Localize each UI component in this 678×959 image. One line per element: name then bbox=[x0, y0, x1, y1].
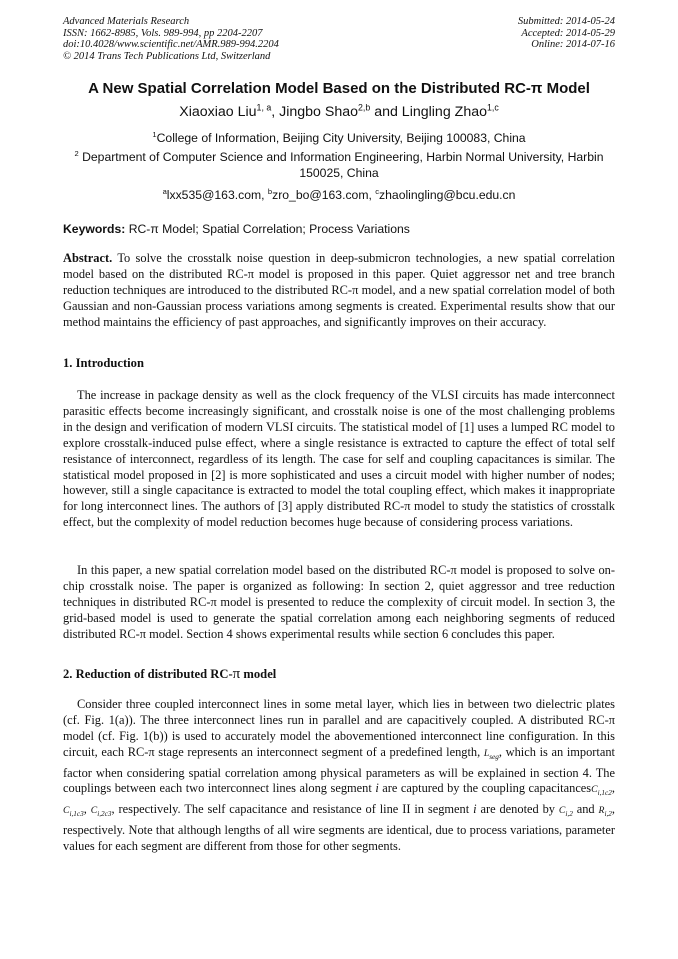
author-3: and Lingling Zhao bbox=[370, 104, 487, 120]
abstract-text: To solve the crosstalk noise question in deep-submicron technologies, a new spatial correlation model based on the distributed RC-π model is proposed in this paper. Quiet aggressor net and tree branch reduction techniques are introduced to the distributed RC-π model, and a new spatial correlation model of both Gaussian and non-Gaussian process variations among segments is created. Experimental results show that our method maintains the efficiency of past approaches, and significantly improves on their accuracy. bbox=[63, 251, 615, 329]
author-1: Xiaoxiao Liu bbox=[179, 104, 257, 120]
c-i-2c3-symbol: $C_{i,2c3}$ bbox=[90, 805, 112, 819]
email-link-2[interactable]: zro_bo@163.com, bbox=[272, 188, 376, 202]
email-link-3[interactable]: zhaolingling@bcu.edu.cn bbox=[379, 188, 516, 202]
r-i-2-symbol: $R_{i,2}$ bbox=[598, 805, 612, 819]
c-i-2-symbol: $C_{i,2}$ bbox=[558, 805, 573, 819]
c-i-1c2-symbol: $C_{i,1c2}$ bbox=[591, 784, 612, 798]
intro-paragraph-1: The increase in package density as well as the clock frequency of the VLSI circuits has made interconnect parasitic effects become increasingly significant, and crosstalk noise is one of the most challenging problems in the design and verification of modern VLSI circuits. The statistical model of [1] uses a lumped RC model to explore crosstalk-induced pulse effect, where a single resistance is extracted to capture the effect of total self resistance of interconnect, regardless of its length. The case for self and coupling capacitances is similar. The statistical model proposed in [2] is more sophisticated and uses a circuit model with higher number of nodes; however, still a single capacitance is extracted to model the total coupling effect, which makes it inappropriate for long interconnect lines. The authors of [3] apply distributed RC-π model to study the statistics of crosstalk effect, but the complexity of model reduction becomes huge because of considering process variations. bbox=[63, 388, 615, 530]
keywords-text: RC-π Model; Spatial Correlation; Process Variations bbox=[125, 222, 410, 236]
author-2-affil: 2,b bbox=[358, 102, 371, 113]
author-3-affil: 1,c bbox=[487, 102, 499, 113]
keywords-label: Keywords: bbox=[63, 222, 126, 236]
pi-symbol: π bbox=[232, 666, 241, 682]
email-list: $^a$lxx535@163.com, $^b$zro_bo@163.com, $^c$zhaolingling@bcu.edu.cn bbox=[162, 186, 516, 202]
reduction-paragraph-1: Consider three coupled interconnect lines in some metal layer, which lies in between two dielectric plates (cf. Fig. 1(a)). The three interconnect lines run in parallel and are capacitively coupled. A distributed RC-π model (cf. Fig. 1(b)) is used to accurately model the abovementioned interconnect line configuration. In this circuit, each RC-π stage represents an interconnect segment of a predefined length, $L_{seg}$, which is an important factor when considering spatial correlation among physical parameters as will be explained in section 4. The couplings between each two interconnect lines along segment i are captured by the coupling capacitancesC$_{i,1c2}$, $C_{i,1c3}$, $C_{i,2c3}$, respectively. The self capacitance and resistance of line II in segment i are denoted by $C_{i,2}$ and $R_{i,2}$, respectively. Note that although lengths of all wire segments are identical, due to process variations, parameter values for each segment are different from those for other segments. bbox=[63, 697, 615, 854]
affiliation-2: $^2$ Department of Computer Science and Information Engineering, Harbin Normal University, Harbin 150025, China bbox=[74, 148, 604, 180]
keywords bbox=[63, 222, 410, 236]
section-heading-reduction: 2. Reduction of distributed RC-π model bbox=[63, 666, 277, 682]
author-1-affil: 1, a bbox=[256, 102, 272, 113]
author-list bbox=[0, 104, 678, 120]
online-date: Online: 2014-07-16 bbox=[531, 39, 615, 51]
abstract bbox=[63, 251, 615, 331]
accepted-date: Accepted: 2014-05-29 bbox=[521, 27, 615, 39]
c-i-1c3-symbol: $C_{i,1c3}$ bbox=[63, 805, 84, 819]
journal-name: Advanced Materials Research bbox=[63, 16, 190, 27]
submitted-date: Submitted: 2014-05-24 bbox=[517, 16, 615, 27]
paper-title: A New Spatial Correlation Model Based on the Distributed RC-π Model bbox=[88, 80, 590, 97]
dates-header bbox=[518, 16, 615, 51]
copyright-line: © 2014 Trans Tech Publications Ltd, Switzerland bbox=[63, 50, 271, 62]
affiliation-1: $^1$College of Information, Beijing City University, Beijing 100083, China bbox=[152, 129, 526, 145]
l-seg-symbol: $L_{seg}$ bbox=[483, 747, 499, 761]
section-heading-introduction: 1. Introduction bbox=[63, 356, 144, 370]
author-2: , Jingbo Shao bbox=[271, 104, 359, 120]
issn-line: ISSN: 1662-8985, Vols. 989-994, pp 2204-2207 bbox=[63, 27, 263, 39]
abstract-label: Abstract. bbox=[63, 251, 113, 265]
doi-line: doi:10.4028/www.scientific.net/AMR.989-994.2204 bbox=[63, 39, 279, 51]
email-link-1[interactable]: lxx535@163.com, bbox=[166, 188, 268, 202]
intro-paragraph-2: In this paper, a new spatial correlation model based on the distributed RC-π model is proposed to solve on-chip crosstalk noise. The paper is organized as following: In section 2, quiet aggressor and tree reduction techniques in distributed RC-π model is presented to reduce the complexity of circuit model. In section 3, the grid-based model is used to generate the spatial correlation among each neighboring segments of reduced distributed RC-π model. Section 4 shows experimental results while section 6 concludes this paper. bbox=[63, 563, 615, 641]
journal-header bbox=[63, 16, 279, 62]
